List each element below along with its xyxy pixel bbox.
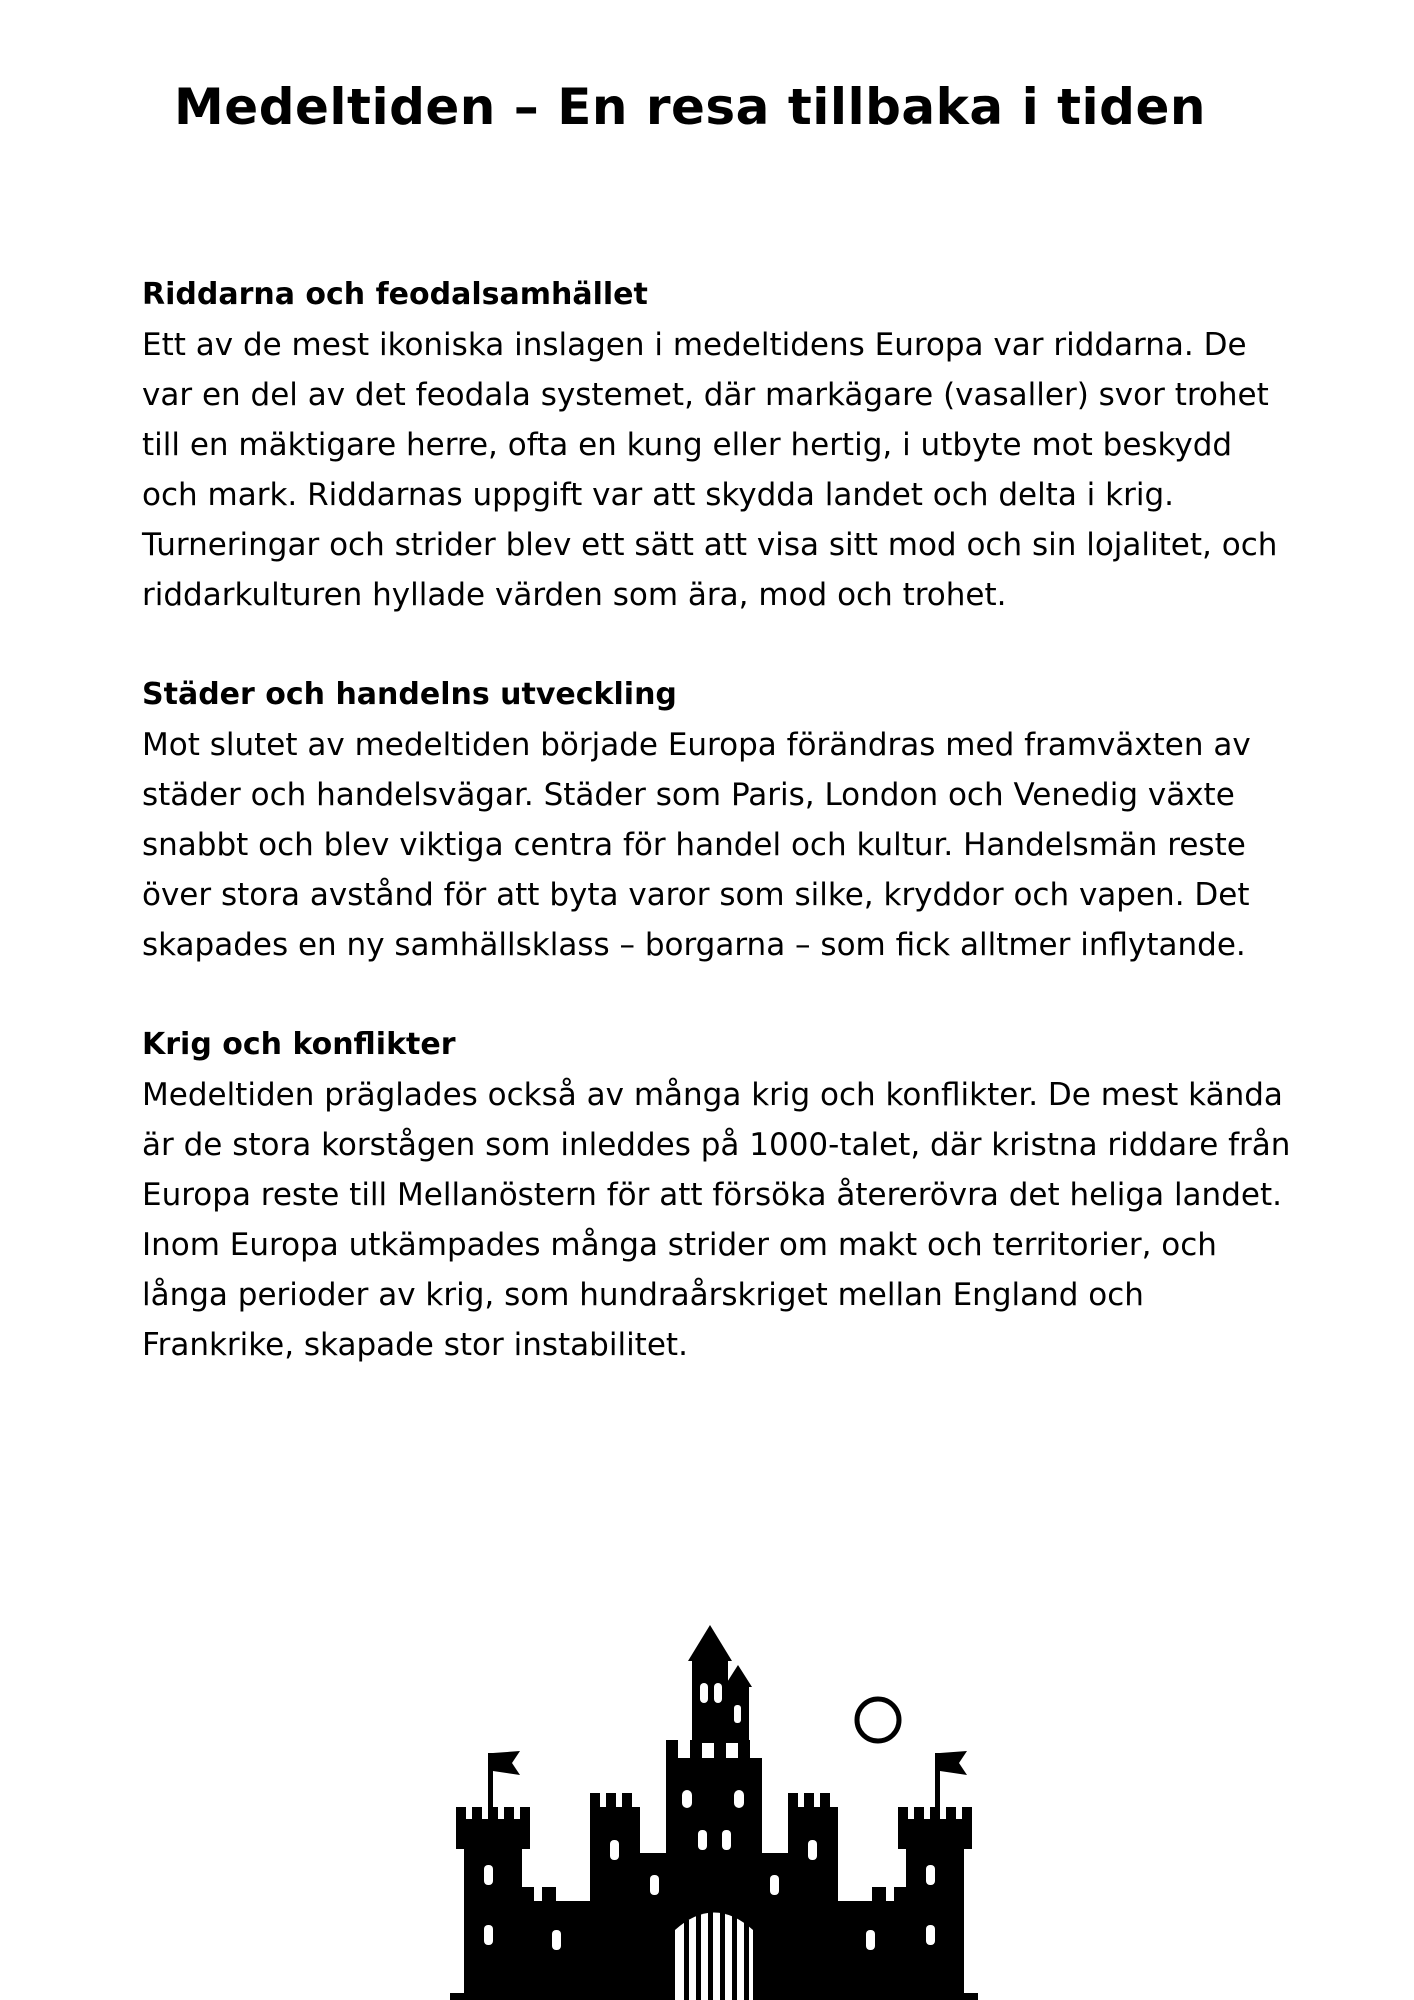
- document-body: [142, 270, 1292, 1420]
- section-heading: Riddarna och feodalsamhället: [142, 277, 648, 312]
- section-heading: Krig och konflikter: [142, 1027, 456, 1062]
- section-paragraph: Medeltiden präglades också av många krig och konflikter. De mest kända är de stora korstågen som inleddes på 1000-talet, där kristna riddare från Europa reste till Mellanöstern för att försöka återerövra det heliga landet. Inom Europa utkämpades många strider om makt och territorier, och långa perioder av krig, som hundraårskriget mellan England och Frankrike, skapade stor instabilitet.: [142, 1077, 1291, 1363]
- section-heading: Städer och handelns utveckling: [142, 677, 677, 712]
- castle-icon: [420, 1625, 1000, 2000]
- section-cities-trade: [142, 670, 1292, 970]
- section-paragraph: Mot slutet av medeltiden började Europa förändras med framväxten av städer och handelsvägar. Städer som Paris, London och Venedig växte snabbt och blev viktiga centra för handel och kultur. Handelsmän reste över stora avstånd för att byta varor som silke, kryddor och vapen. Det skapades en ny samhällsklass – borgarna – som fick alltmer inflytande.: [142, 727, 1251, 963]
- section-wars-conflicts: [142, 1020, 1292, 1370]
- castle-illustration: [420, 1625, 1000, 2000]
- page-title: Medeltiden – En resa tillbaka i tiden: [174, 78, 1206, 136]
- section-paragraph: Ett av de mest ikoniska inslagen i medeltidens Europa var riddarna. De var en del av det feodala systemet, där markägare (vasaller) svor trohet till en mäktigare herre, ofta en kung eller hertig, i utbyte mot beskydd och mark. Riddarnas uppgift var att skydda landet och delta i krig. Turneringar och strider blev ett sätt att visa sitt mod och sin lojalitet, och riddarkulturen hyllade värden som ära, mod och trohet.: [142, 327, 1278, 613]
- moon-icon: [857, 1699, 899, 1741]
- section-knights: [142, 270, 1292, 620]
